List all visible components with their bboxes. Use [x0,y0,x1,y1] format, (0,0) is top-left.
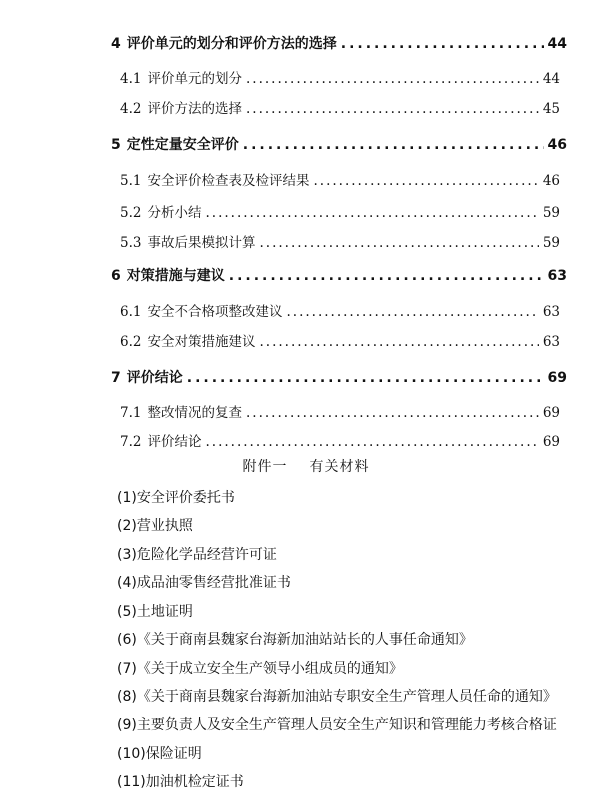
toc-entry-title: 评价单元的划分和评价方法的选择 [126,36,337,52]
toc-entry-number: 7.1 [120,405,142,421]
toc-entry-number: 5 [111,137,121,153]
toc-entry-title: 安全对策措施建议 [147,334,256,350]
toc-entry-page: 69 [542,434,560,450]
toc-entry-section-6-1[interactable] [120,300,560,320]
toc-entry-chapter-4[interactable] [111,33,567,53]
annex-item-2: (2)营业执照 [117,518,193,534]
toc-entry-title: 事故后果模拟计算 [147,235,256,251]
toc-entry-chapter-6[interactable] [111,265,567,285]
toc-entry-title: 对策措施与建议 [126,268,225,284]
toc-entry-page: 63 [542,334,560,350]
toc-leader-dots [246,101,539,117]
annex-item-8: (8)《关于商南县魏家台海新加油站专职安全生产管理人员任命的通知》 [117,689,557,705]
toc-leader-dots [243,137,544,153]
toc-entry-number: 6.2 [120,334,142,350]
toc-entry-number: 7 [111,370,121,386]
toc-leader-dots [205,205,538,221]
toc-entry-page: 63 [547,268,567,284]
toc-entry-page: 69 [547,370,567,386]
toc-entry-number: 4.1 [120,71,142,87]
toc-entry-page: 44 [542,71,560,87]
annex-item-9: (9)主要负责人及安全生产管理人员安全生产知识和管理能力考核合格证 [117,717,557,733]
toc-entry-title: 评价单元的划分 [147,71,242,87]
toc-entry-number: 5.1 [120,173,142,189]
annex-item-6: (6)《关于商南县魏家台海新加油站站长的人事任命通知》 [117,632,473,648]
toc-entry-section-4-1[interactable] [120,67,560,87]
annex-heading [0,456,612,476]
toc-entry-number: 4 [111,36,121,52]
toc-leader-dots [259,334,538,350]
toc-entry-number: 7.2 [120,434,142,450]
toc-entry-section-7-1[interactable] [120,401,560,421]
toc-entry-title: 定性定量安全评价 [126,137,239,153]
toc-entry-page: 46 [547,137,567,153]
toc-entry-title: 整改情况的复查 [147,405,242,421]
annex-item-1: (1)安全评价委托书 [117,490,235,506]
toc-entry-page: 44 [547,36,567,52]
toc-leader-dots [229,268,544,284]
toc-entry-page: 59 [542,205,560,221]
toc-entry-chapter-7[interactable] [111,367,567,387]
toc-leader-dots [341,36,544,52]
toc-entry-section-5-3[interactable] [120,231,560,251]
toc-entry-title: 分析小结 [147,205,202,221]
toc-entry-number: 5.2 [120,205,142,221]
annex-title: 有关材料 [309,459,370,475]
annex-item-7: (7)《关于成立安全生产领导小组成员的通知》 [117,661,403,677]
toc-leader-dots [313,173,538,189]
annex-item-3: (3)危险化学品经营许可证 [117,547,277,563]
annex-item-5: (5)土地证明 [117,604,193,620]
toc-entry-page: 63 [542,304,560,320]
toc-entry-title: 评价方法的选择 [147,101,242,117]
toc-leader-dots [246,405,539,421]
annex-item-10: (10)保险证明 [117,746,202,762]
toc-leader-dots [246,71,539,87]
toc-entry-page: 46 [542,173,560,189]
toc-entry-page: 69 [542,405,560,421]
toc-leader-dots [286,304,538,320]
toc-entry-section-4-2[interactable] [120,97,560,117]
annex-item-11: (11)加油机检定证书 [117,774,244,790]
toc-entry-section-5-2[interactable] [120,201,560,221]
toc-entry-section-6-2[interactable] [120,330,560,350]
toc-entry-number: 6 [111,268,121,284]
toc-entry-chapter-5[interactable] [111,134,567,154]
toc-leader-dots [205,434,538,450]
toc-entry-title: 评价结论 [147,434,202,450]
annex-item-4: (4)成品油零售经营批准证书 [117,575,291,591]
toc-entry-page: 45 [542,101,560,117]
toc-entry-page: 59 [542,235,560,251]
toc-entry-number: 5.3 [120,235,142,251]
toc-entry-title: 安全不合格项整改建议 [147,304,283,320]
toc-entry-title: 评价结论 [126,370,183,386]
toc-entry-section-5-1[interactable] [120,169,560,189]
toc-leader-dots [187,370,544,386]
annex-label: 附件一 [242,459,288,475]
toc-entry-number: 6.1 [120,304,142,320]
toc-leader-dots [259,235,538,251]
toc-entry-section-7-2[interactable] [120,430,560,450]
toc-entry-number: 4.2 [120,101,142,117]
toc-entry-title: 安全评价检查表及检评结果 [147,173,310,189]
